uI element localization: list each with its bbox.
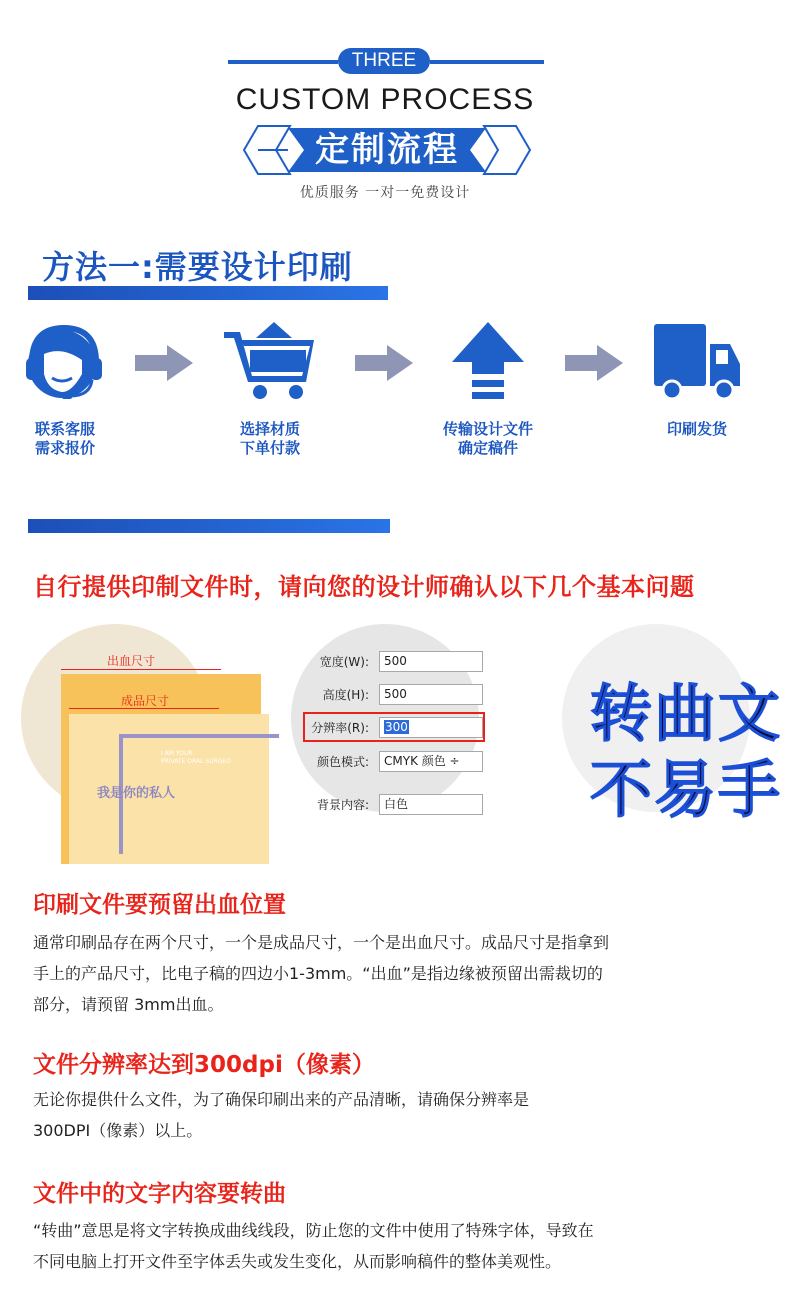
dialog-label: 分辨率(R): [311,721,369,735]
red-headline: 自行提供印制文件时，请向您的设计师确认以下几个基本问题 [33,573,695,601]
tiny-line: I AM YOUR [161,750,193,757]
section-body-resolution [33,1084,763,1146]
step-line: 印刷发货 [666,420,727,438]
dialog-field: 500 [379,651,483,672]
banner [244,124,530,176]
body-line: 通常印刷品存在两个尺寸，一个是成品尺寸，一个是出血尺寸。成品尺寸是指拿到 [33,933,610,952]
outlined-text-illustration [562,624,783,826]
bleed-dimension-line [61,669,221,670]
dialog-row-width [291,650,479,674]
outlined-text-line: 转曲文 [590,677,783,750]
headset-support-icon [22,322,106,406]
body-line: 300DPI（像素）以上。 [33,1121,203,1140]
outlined-text-line: 不易手 [590,753,783,826]
section-title-resolution: 文件分辨率达到300dpi（像素） [33,1052,375,1078]
step-label-upload [418,420,558,458]
step-line: 选择材质 [239,420,300,438]
blue-bar-top [28,286,388,300]
dialog-field: CMYK 颜色 ÷ [379,751,483,772]
body-line: “转曲”意思是将文字转换成曲线线段，防止您的文件中使用了特殊字体，导致在 [33,1221,594,1240]
method-title: 方法一:需要设计印刷 [42,248,353,286]
step-line: 确定稿件 [457,439,518,457]
delivery-truck-icon [652,322,742,402]
section-title-outline: 文件中的文字内容要转曲 [33,1181,286,1207]
bleed-illustration [21,624,231,812]
step-label-shipping [627,420,767,439]
finished-size-label: 成品尺寸 [121,694,170,708]
dialog-label: 高度(H): [322,688,369,702]
body-line: 部分，请预留 3mm出血。 [33,995,224,1014]
blue-bar-bottom [28,519,390,533]
body-line: 手上的产品尺寸，比电子稿的四边小1-3mm。“出血”是指边缘被预留出需裁切的 [33,964,603,983]
card-tiny-text [161,750,231,766]
step-line: 传输设计文件 [442,420,533,438]
header-line-left [228,60,338,64]
dialog-label: 背景内容: [316,798,369,812]
step-line: 下单付款 [239,439,300,457]
selected-value: 300 [385,720,408,734]
dialog-row-height [291,683,479,707]
arrow-right-icon [355,343,415,383]
arrow-right-icon [565,343,625,383]
body-line: 不同电脑上打开文件至字体丢失或发生变化，从而影响稿件的整体美观性。 [33,1252,562,1271]
header-subtitle: 优质服务 一对一免费设计 [299,185,471,201]
banner-text: 定制流程 [315,130,459,170]
card-big-text: 我是你的私人 [97,786,176,801]
body-line: 无论你提供什么文件，为了确保印刷出来的产品清晰，请确保分辨率是 [33,1090,530,1109]
step-label-contact [0,420,135,458]
three-pill: THREE [338,48,430,74]
section-body-bleed [33,927,763,1020]
dialog-field: 白色 [379,794,483,815]
arrow-right-icon [135,343,195,383]
dialog-field: 500 [379,684,483,705]
tiny-line: PRIVATE ORAL SURGEO [161,758,231,765]
dialog-row-color-mode [291,750,479,774]
shopping-cart-icon [222,320,314,402]
section-body-outline [33,1215,763,1277]
resolution-dialog-illustration [291,624,479,812]
dialog-label: 宽度(W): [319,655,369,669]
dialog-label: 颜色模式: [316,755,369,769]
bleed-size-label: 出血尺寸 [107,654,156,668]
step-line: 联系客服 [34,420,95,438]
custom-process-title: CUSTOM PROCESS [235,83,535,116]
header-line-right [430,60,544,64]
resolution-highlight [303,712,485,742]
upload-arrow-icon [450,320,526,404]
step-label-material [200,420,340,458]
section-title-bleed: 印刷文件要预留出血位置 [33,892,286,918]
dialog-row-background [291,793,479,817]
step-line: 需求报价 [34,439,95,457]
